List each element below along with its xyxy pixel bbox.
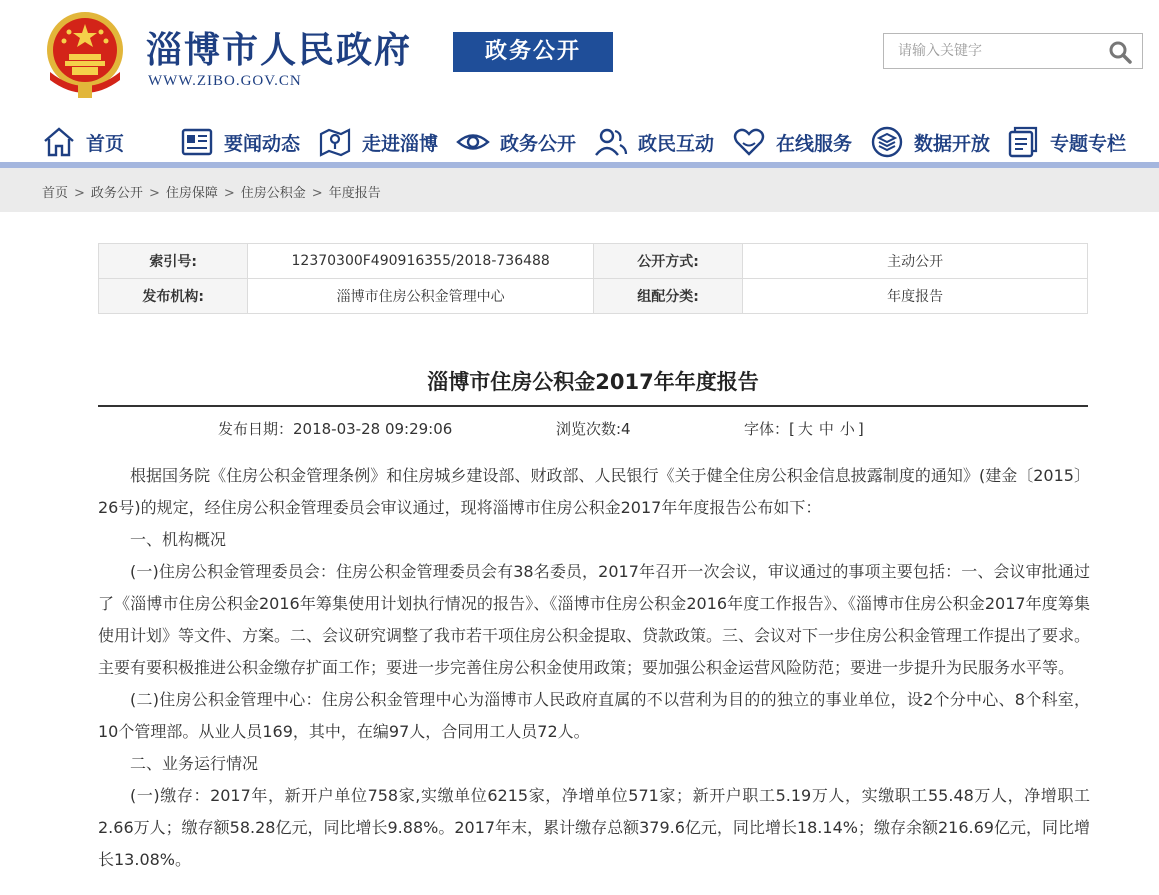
nav-item-special-topics[interactable]: [1006, 124, 1126, 160]
nav-item-about-zibo[interactable]: [318, 124, 438, 160]
nav-item-gov-open[interactable]: [456, 124, 576, 160]
database-icon: [870, 125, 904, 159]
font-medium-button[interactable]: 中: [818, 420, 834, 438]
breadcrumb-separator: >: [223, 186, 235, 201]
nav-label-interaction: 政民互动: [638, 132, 715, 155]
heart-icon: [732, 125, 766, 159]
article-title: 淄博市住房公积金2017年年度报告: [427, 370, 759, 394]
nav-item-open-data[interactable]: [870, 124, 990, 160]
font-small-button[interactable]: 小: [839, 420, 855, 438]
publish-date: 发布日期：2018-03-28 09:29:06: [218, 420, 453, 438]
font-size-label: 字体：[: [744, 420, 795, 438]
section-heading: 二、业务运行情况: [130, 754, 259, 773]
search-icon[interactable]: [1108, 40, 1132, 64]
breadcrumb-bar: [0, 168, 1159, 212]
index-value: 12370300F490916355/2018-736488: [248, 244, 593, 279]
nav-label-gov-open: 政务公开: [500, 132, 577, 155]
breadcrumb-separator: >: [148, 186, 160, 201]
site-title[interactable]: 淄博市人民政府: [146, 29, 413, 71]
news-icon: [180, 125, 214, 159]
nav-label-home: 首页: [86, 132, 125, 155]
meta-row: [99, 279, 1088, 314]
nav-label-special-topics: 专题专栏: [1050, 132, 1127, 155]
nav-label-news: 要闻动态: [224, 132, 301, 155]
search-input[interactable]: [884, 34, 1104, 68]
font-size-controls: [744, 418, 864, 439]
people-icon: [594, 125, 628, 159]
breadcrumb-housing-fund[interactable]: 住房公积金: [240, 186, 306, 201]
section-heading: 一、机构概况: [130, 530, 227, 549]
home-icon: [42, 125, 76, 159]
category-value: 年度报告: [743, 279, 1088, 314]
paragraph: (二)住房公积金管理中心：住房公积金管理中心为淄博市人民政府直属的不以营利为目的的独立的事业单位，设2个分中心、8个科室，10个管理部。从业人员169，其中，在编97人，合同用工人员72人。: [98, 690, 1090, 741]
nav-label-online-service: 在线服务: [776, 132, 853, 155]
site-url: WWW.ZIBO.GOV.CN: [148, 73, 302, 89]
article-body: [98, 460, 1090, 876]
open-method-label: 公开方式:: [593, 244, 742, 279]
nav-label-open-data: 数据开放: [914, 132, 991, 155]
nav-label-about-zibo: 走进淄博: [362, 132, 439, 155]
document-icon: [1006, 125, 1040, 159]
section-badge[interactable]: 政务公开: [453, 32, 613, 72]
breadcrumb: [42, 182, 381, 201]
breadcrumb-housing[interactable]: 住房保障: [165, 186, 218, 201]
nav-item-home[interactable]: [42, 124, 124, 160]
font-size-close: ]: [857, 420, 864, 438]
open-method-value: 主动公开: [743, 244, 1088, 279]
site-header: [0, 0, 1159, 108]
paragraph: (一)住房公积金管理委员会：住房公积金管理委员会有38名委员，2017年召开一次会议，审议通过的事项主要包括：一、会议审批通过了《淄博市住房公积金2016年筹集使用计划执行情况的报告》、《淄博市住房公积金2016年度工作报告》、《淄博市住房公积金2017年度筹集使用计划》等文件、方案。二、会议研究调整了我市若干项住房公积金提取、贷款政策。三、会议对下一步住房公积金管理工作提出了要求。主要有要积极推进公积金缴存扩面工作；要进一步完善住房公积金使用政策；要加强公积金运营风险防范；要进一步提升为民服务水平等。: [98, 562, 1091, 677]
index-label: 索引号:: [99, 244, 248, 279]
font-large-button[interactable]: 大: [797, 420, 813, 438]
document-meta-table: [98, 243, 1088, 314]
map-icon: [318, 125, 352, 159]
breadcrumb-separator: >: [74, 186, 85, 201]
paragraph: 根据国务院《住房公积金管理条例》和住房城乡建设部、财政部、人民银行《关于健全住房公积金信息披露制度的通知》(建金〔2015〕26号)的规定，经住房公积金管理委员会审议通过，现将淄博市住房公积金2017年年度报告公布如下：: [98, 466, 1090, 517]
nav-item-news[interactable]: [180, 124, 300, 160]
national-emblem-icon[interactable]: [42, 10, 128, 100]
publisher-value: 淄博市住房公积金管理中心: [248, 279, 593, 314]
title-divider: [98, 405, 1088, 407]
search-box: [883, 33, 1143, 69]
main-nav: [0, 118, 1159, 164]
breadcrumb-separator: >: [311, 186, 323, 201]
publisher-label: 发布机构:: [99, 279, 248, 314]
meta-row: [99, 244, 1088, 279]
nav-item-interaction[interactable]: [594, 124, 714, 160]
breadcrumb-home[interactable]: 首页: [42, 186, 69, 201]
eye-icon: [456, 125, 490, 159]
breadcrumb-gov-open[interactable]: 政务公开: [90, 186, 143, 201]
paragraph: (一)缴存：2017年，新开户单位758家,实缴单位6215家，净增单位571家；新开户职工5.19万人，实缴职工55.48万人，净增职工2.66万人；缴存额58.28亿元，同比增长9.88%。2017年末，累计缴存总额379.6亿元，同比增长18.14%；缴存余额216.69亿元，同比增长13.08%。: [98, 786, 1090, 869]
nav-item-online-service[interactable]: [732, 124, 852, 160]
category-label: 组配分类:: [593, 279, 742, 314]
view-count: 浏览次数:4: [556, 420, 631, 438]
breadcrumb-annual-report[interactable]: 年度报告: [328, 186, 381, 201]
